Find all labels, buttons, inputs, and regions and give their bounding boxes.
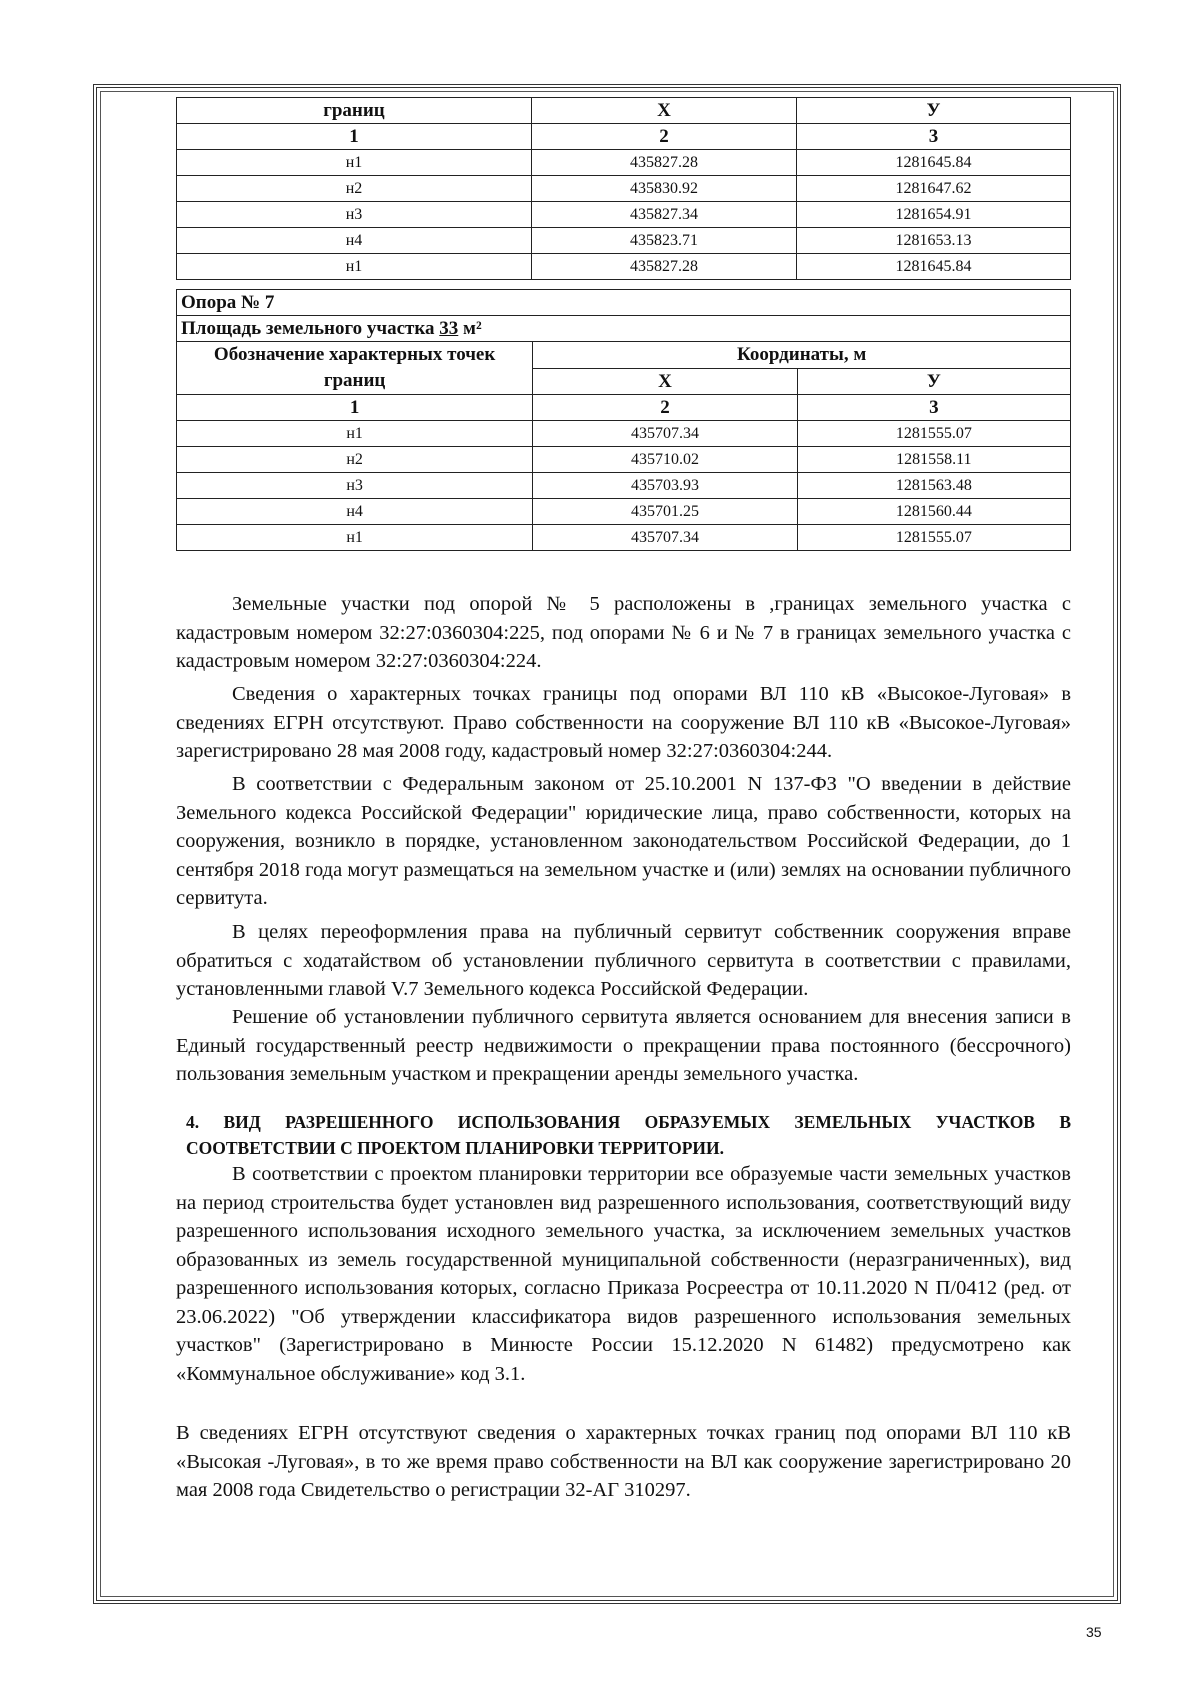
coord-x: 435827.28	[531, 254, 796, 280]
table-header-row	[177, 342, 1071, 369]
coord-x: 435827.34	[531, 202, 796, 228]
table-title-row	[177, 290, 1071, 316]
point-id: н1	[177, 421, 533, 447]
coord-x: 435703.93	[533, 473, 797, 499]
table-row	[177, 254, 1071, 280]
point-id: н4	[177, 499, 533, 525]
col-number: 1	[177, 124, 532, 150]
table-number-row	[177, 124, 1071, 150]
col-number: 3	[796, 124, 1070, 150]
section-4-heading: 4. ВИД РАЗРЕШЕННОГО ИСПОЛЬЗОВАНИЯ ОБРАЗУЕМЫХ ЗЕМЕЛЬНЫХ УЧАСТКОВ В СООТВЕТСТВИИ С ПРОЕКТОМ ПЛАНИРОВКИ ТЕРРИТОРИИ.	[186, 1112, 1071, 1158]
header-y: У	[796, 98, 1070, 124]
coord-y: 1281645.84	[796, 150, 1070, 176]
table-row	[177, 525, 1071, 551]
point-id: н3	[177, 473, 533, 499]
coord-x: 435823.71	[531, 228, 796, 254]
area-prefix: Площадь земельного участка	[181, 318, 440, 339]
section-4-paragraph-2: В сведениях ЕГРН отсутствуют сведения о характерных точках границ под опорами ВЛ 110 кВ «Высокая -Луговая», в то же время право собственности на ВЛ как сооружение зарегистрировано 20 мая 2008 года Свидетельство о регистрации 32-АГ 310297.	[176, 1422, 1071, 1501]
point-id: н4	[177, 228, 532, 254]
table-row	[177, 421, 1071, 447]
col-number: 3	[797, 395, 1070, 421]
point-id: н3	[177, 202, 532, 228]
header-points: Обозначение характерных точек границ	[177, 342, 533, 395]
header-coords: Координаты, м	[533, 342, 1071, 369]
coord-y: 1281647.62	[796, 176, 1070, 202]
coord-y: 1281558.11	[797, 447, 1070, 473]
table-row	[177, 202, 1071, 228]
coord-x: 435701.25	[533, 499, 797, 525]
coord-y: 1281563.48	[797, 473, 1070, 499]
area-label	[177, 316, 1071, 342]
paragraph-servitude: В целях переоформления права на публичный сервитут собственник сооружения вправе обратиться с ходатайством об установлении публичного сервитута в соответствии с правилами, установленными главой V.7 Земельного кодекса Российской Федерации.	[176, 921, 1071, 1000]
point-id: н2	[177, 176, 532, 202]
table-number-row	[177, 395, 1071, 421]
area-unit: м²	[458, 318, 482, 339]
coord-x: 435707.34	[533, 525, 797, 551]
table-row	[177, 150, 1071, 176]
header-y: У	[797, 368, 1070, 395]
coord-x: 435710.02	[533, 447, 797, 473]
coord-x: 435707.34	[533, 421, 797, 447]
coord-y: 1281555.07	[797, 525, 1070, 551]
point-id: н1	[177, 525, 533, 551]
coord-x: 435830.92	[531, 176, 796, 202]
page-number: 35	[1086, 1624, 1102, 1640]
point-id: н2	[177, 447, 533, 473]
coord-y: 1281555.07	[797, 421, 1070, 447]
table-header-row	[177, 98, 1071, 124]
coord-y: 1281560.44	[797, 499, 1070, 525]
col-number: 1	[177, 395, 533, 421]
table-row	[177, 473, 1071, 499]
coords-table-2	[176, 289, 1071, 551]
col-number: 2	[531, 124, 796, 150]
paragraph-federal-law: В соответствии с Федеральным законом от 25.10.2001 N 137-ФЗ "О введении в действие Земельного кодекса Российской Федерации" юридические лица, право собственности, которых на сооружения, возникло в порядке, установленном законодательством Российской Федерации, до 1 сентября 2018 года могут размещаться на земельном участке и (или) землях на основании публичного сервитута.	[176, 773, 1071, 909]
table-row	[177, 176, 1071, 202]
paragraph-decision: Решение об установлении публичного сервитута является основанием для внесения записи в Единый государственный реестр недвижимости о прекращении права постоянного (бессрочного) пользования земельным участком и прекращении аренды земельного участка.	[176, 1006, 1071, 1085]
table-row	[177, 447, 1071, 473]
support-title: Опора № 7	[177, 290, 1071, 316]
point-id: н1	[177, 254, 532, 280]
coord-y: 1281653.13	[796, 228, 1070, 254]
paragraph-egrn-info: Сведения о характерных точках границы под опорами ВЛ 110 кВ «Высокое-Луговая» в сведениях ЕГРН отсутствуют. Право собственности на сооружение ВЛ 110 кВ «Высокое-Луговая» зарегистрировано 28 мая 2008 году, кадастровый номер 32:27:0360304:244.	[176, 683, 1071, 762]
coords-table-1	[176, 97, 1071, 280]
table-row	[177, 499, 1071, 525]
col-number: 2	[533, 395, 797, 421]
coord-y: 1281654.91	[796, 202, 1070, 228]
area-value: 33	[439, 318, 459, 339]
section-4-paragraph-1: В соответствии с проектом планировки территории все образуемые части земельных участков на период строительства будет установлен вид разрешенного использования, соответствующий виду разрешенного использования исходного земельного участка, за исключением земельных участков образованных из земель государственной муниципальной собственности (неразграниченных), вид разрешенного использования которых, согласно Приказа Росреестра от 10.11.2020 N П/0412 (ред. от 23.06.2022) "Об утверждении классификатора видов разрешенного использования земельных участков" (Зарегистрировано в Минюсте России 15.12.2020 N 61482) предусмотрено как «Коммунальное обслуживание» код 3.1.	[176, 1163, 1071, 1385]
point-id: н1	[177, 150, 532, 176]
header-x: Х	[533, 368, 797, 395]
table-row	[177, 228, 1071, 254]
paragraph-supports-location: Земельные участки под опорой № 5 расположены в ,границах земельного участка с кадастровым номером 32:27:0360304:225, под опорами № 6 и № 7 в границах земельного участка с кадастровым номером 32:27:0360304:224.	[176, 593, 1071, 672]
header-x: Х	[531, 98, 796, 124]
coord-y: 1281645.84	[796, 254, 1070, 280]
header-points: границ	[177, 98, 532, 124]
coord-x: 435827.28	[531, 150, 796, 176]
table-area-row	[177, 316, 1071, 342]
